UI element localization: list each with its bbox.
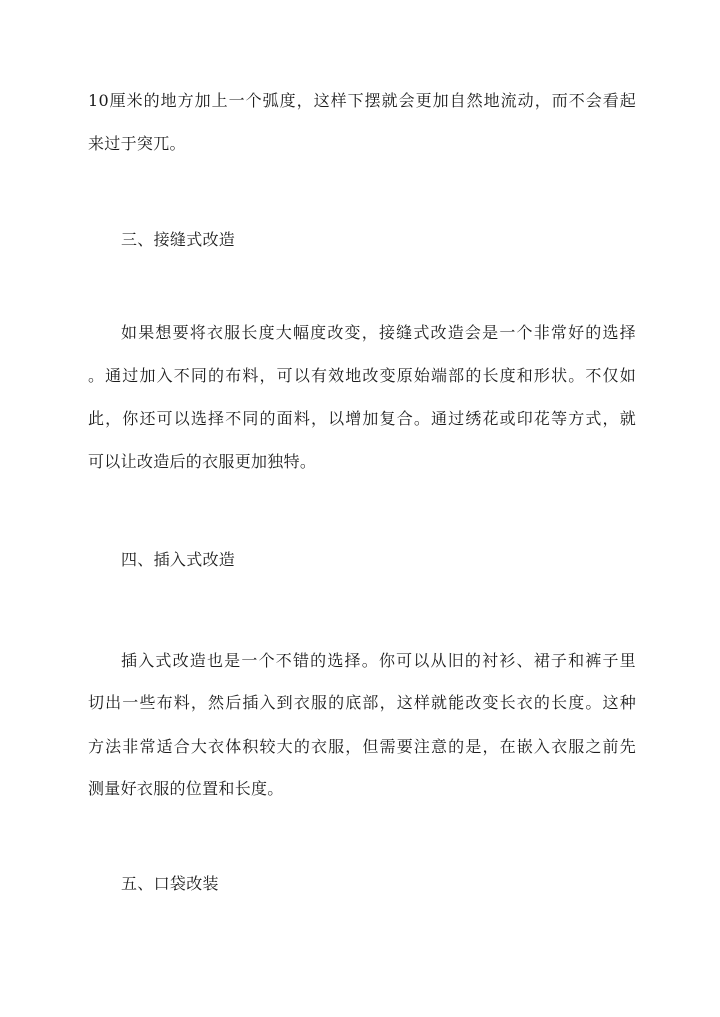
- paragraph-line: 插入式改造也是一个不错的选择。你可以从旧的衬衫、裙子和裤子里: [121, 651, 636, 670]
- paragraph-line: 10厘米的地方加上一个弧度，这样下摆就会更加自然地流动，而不会看起: [88, 91, 636, 110]
- paragraph-line: 测量好衣服的位置和长度。: [88, 779, 284, 798]
- section-heading-5: 五、口袋改装: [121, 874, 219, 893]
- paragraph-line: 此，你还可以选择不同的面料，以增加复合。通过绣花或印花等方式，就: [88, 409, 636, 428]
- paragraph-line: 切出一些布料，然后插入到衣服的底部，这样就能改变长衣的长度。这种: [88, 693, 636, 712]
- paragraph-line: 。通过加入不同的布料，可以有效地改变原始端部的长度和形状。不仅如: [88, 366, 636, 385]
- paragraph-line: 方法非常适合大衣体积较大的衣服，但需要注意的是，在嵌入衣服之前先: [88, 737, 636, 756]
- paragraph-line: 可以让改造后的衣服更加独特。: [88, 452, 317, 471]
- section-heading-4: 四、插入式改造: [121, 550, 236, 569]
- paragraph-line: 来过于突兀。: [88, 134, 186, 153]
- paragraph-line: 如果想要将衣服长度大幅度改变，接缝式改造会是一个非常好的选择: [121, 323, 636, 342]
- section-heading-3: 三、接缝式改造: [121, 230, 236, 249]
